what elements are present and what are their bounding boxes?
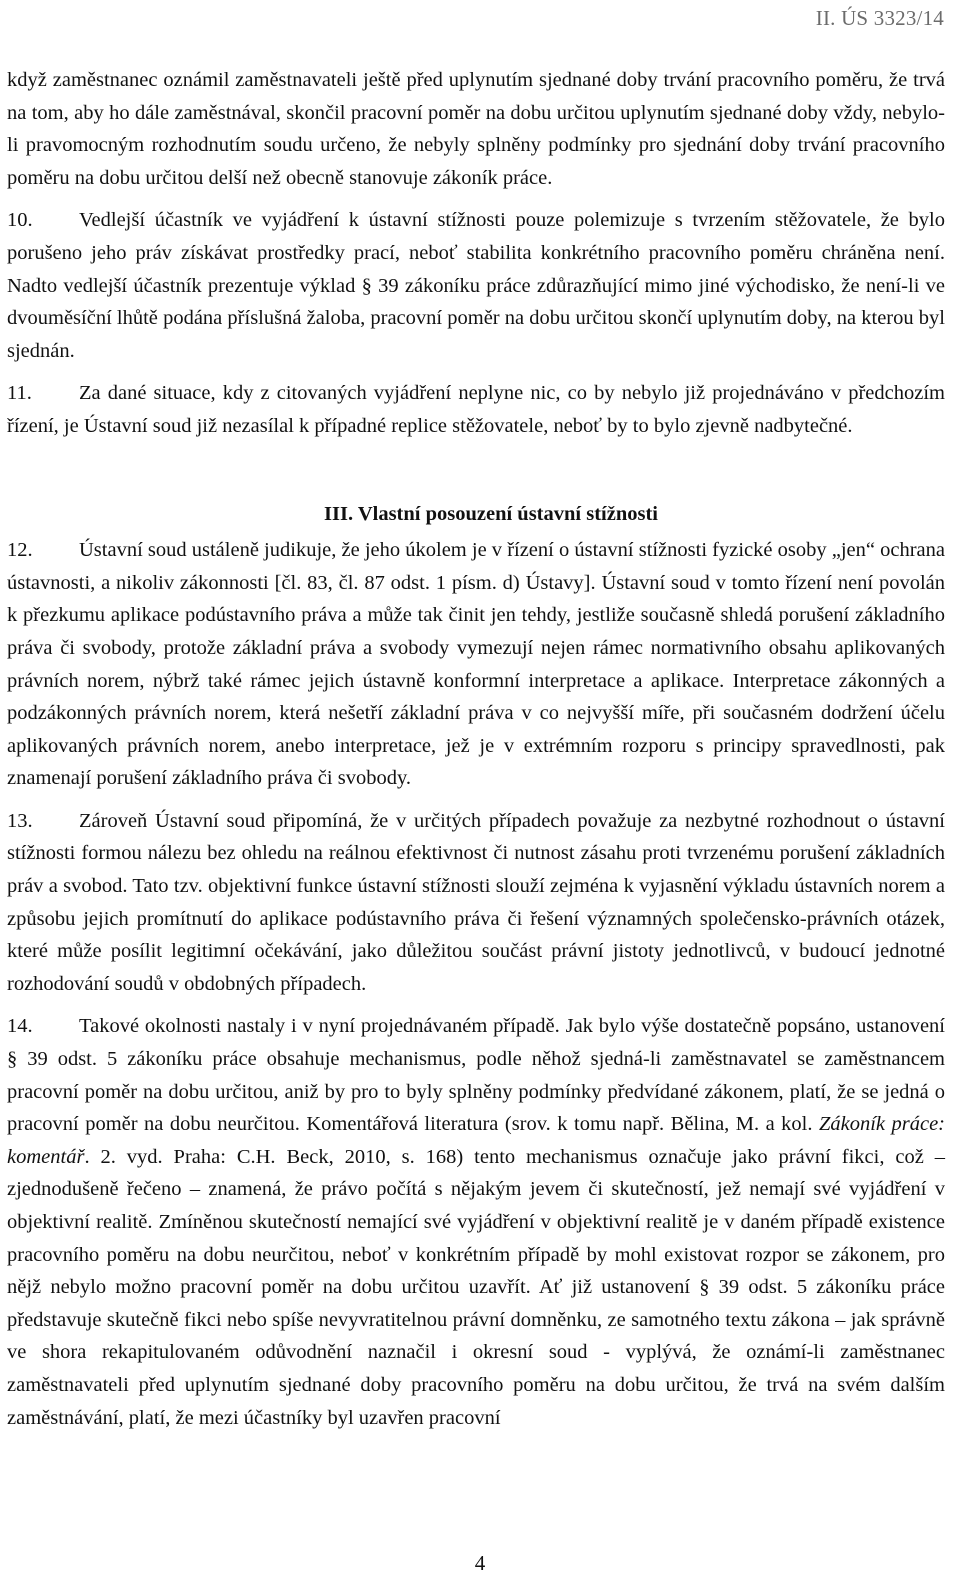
- paragraph-text-continued: . 2. vyd. Praha: C.H. Beck, 2010, s. 168) tento mechanismus označuje jako právní fikci, což – zjednodušeně řečeno – znamená, že právo počítá s nějakým jevem či skutečností, jež nemají své vyjádření v objektivní realitě. Zmíněnou skutečností nemající své vyjádření v objektivní realitě je v daném případě existence pracovního poměru na dobu neurčitou, neboť v konkrétním případě by mohl existovat rozpor se zákonem, pro nějž nebylo možno pracovní poměr na dobu určitou uzavřít. Ať již ustanovení § 39 odst. 5 zákoníku práce představuje skutečně fikci nebo spíše nevyvratitelnou právní domněnku, ze samotného textu zákona – jak správně ve shora rekapitulovaném odůvodnění naznačil i okresní soud - vyplývá, že oznámí-li zaměstnanec zaměstnavateli před uplynutím sjednané doby pracovního poměru na dobu určitou, že trvá na svém dalším zaměstnávání, platí, že mezi účastníky byl uzavřen pracovní: [7, 1145, 945, 1429]
- paragraph-10: [7, 204, 945, 367]
- document-body: [7, 64, 945, 1434]
- paragraph-number: 13.: [7, 809, 33, 832]
- paragraph-11: [7, 377, 945, 442]
- paragraph-continuation: když zaměstnanec oznámil zaměstnavateli ještě před uplynutím sjednané doby trvání pracovního poměru, že trvá na tom, aby ho dále zaměstnával, skončil pracovní poměr na dobu určitou uplynutím sjednané doby vždy, nebylo-li pravomocným rozhodnutím soudu určeno, že nebyly splněny podmínky pro sjednání doby trvání pracovního poměru na dobu určitou delší než obecně stanovuje zákoník práce.: [7, 69, 945, 189]
- paragraph-14: [7, 1010, 945, 1434]
- paragraph-number: 14.: [7, 1015, 33, 1038]
- page-number: 4: [474, 1551, 486, 1575]
- paragraph-number: 11.: [7, 382, 32, 405]
- paragraph-text: Vedlejší účastník ve vyjádření k ústavní stížnosti pouze polemizuje s tvrzením stěžovatele, že bylo porušeno jeho práv získávat prostředky prací, neboť stabilita konkrétního pracovního poměru chráněna není. Nadto vedlejší účastník prezentuje výklad § 39 zákoníku práce zdůrazňující mimo jiné východisko, že není-li ve dvouměsíční lhůtě podána příslušná žaloba, pracovní poměr na dobu určitou skončí uplynutím doby, na kterou byl sjednán.: [7, 209, 945, 362]
- paragraph-12: [7, 534, 945, 795]
- paragraph-text: Takové okolnosti nastaly i v nyní projednávaném případě. Jak bylo výše dostatečně popsáno, ustanovení § 39 odst. 5 zákoníku práce obsahuje mechanismus, podle něhož sjedná-li zaměstnavatel se zaměstnancem pracovní poměr na dobu určitou, aniž by pro to byly splněny podmínky předvídané zákonem, platí, že se jedná o pracovní poměr na dobu neurčitou. Komentářová literatura (srov. k tomu např. Bělina, M. a kol.: [7, 1015, 945, 1136]
- paragraph-13: [7, 805, 945, 1001]
- paragraph-number: 12.: [7, 539, 33, 562]
- cited-work-title: Zákoník práce: komentář: [7, 1113, 946, 1168]
- paragraph-text: Ústavní soud ustáleně judikuje, že jeho úkolem je v řízení o ústavní stížnosti fyzické osoby „jen“ ochrana ústavnosti, a nikoliv zákonnosti [čl. 83, čl. 87 odst. 1 písm. d) Ústavy]. Ústavní soud v tomto řízení není povolán k přezkumu aplikace podústavního práva a může tak činit jen tehdy, jestliže současně shledá porušení základního práva či svobody, protože základní práva a svobody vymezují nejen rámec normativního obsahu aplikovaných právních norem, nýbrž také rámec jejich ústavně konformní interpretace a aplikace. Interpretace zákonných a podzákonných právních norem, která nešetří základní práva v co nejvyšší míře, při současném dodržení účelu aplikovaných právních norem, anebo interpretace, jež je v extrémním rozporu s principy spravedlnosti, pak znamenají porušení základního práva či svobody.: [7, 539, 945, 790]
- section-heading: III. Vlastní posouzení ústavní stížnosti: [324, 502, 658, 525]
- paragraph-number: 10.: [7, 209, 33, 232]
- paragraph-text: Zároveň Ústavní soud připomíná, že v určitých případech považuje za nezbytné rozhodnout o ústavní stížnosti formou nálezu bez ohledu na reálnou efektivnost či nutnost zásahu proti tvrzenému porušení základních práv a svobod. Tato tzv. objektivní funkce ústavní stížnosti slouží zejména k vyjasnění výkladu ústavních norem a způsobu jejich promítnutí do aplikace podústavního práva či řešení významných společensko-právních otázek, které může posílit legitimní očekávání, jako důležitou součást právní jistoty jednotlivců, v budoucí jednotné rozhodování soudů v obdobných případech.: [7, 809, 945, 995]
- paragraph-text: Za dané situace, kdy z citovaných vyjádření neplyne nic, co by nebylo již projednáváno v předchozím řízení, je Ústavní soud již nezasílal k případné replice stěžovatele, neboť by to bylo zjevně nadbytečné.: [7, 382, 945, 437]
- case-number-header: II. ÚS 3323/14: [815, 6, 944, 30]
